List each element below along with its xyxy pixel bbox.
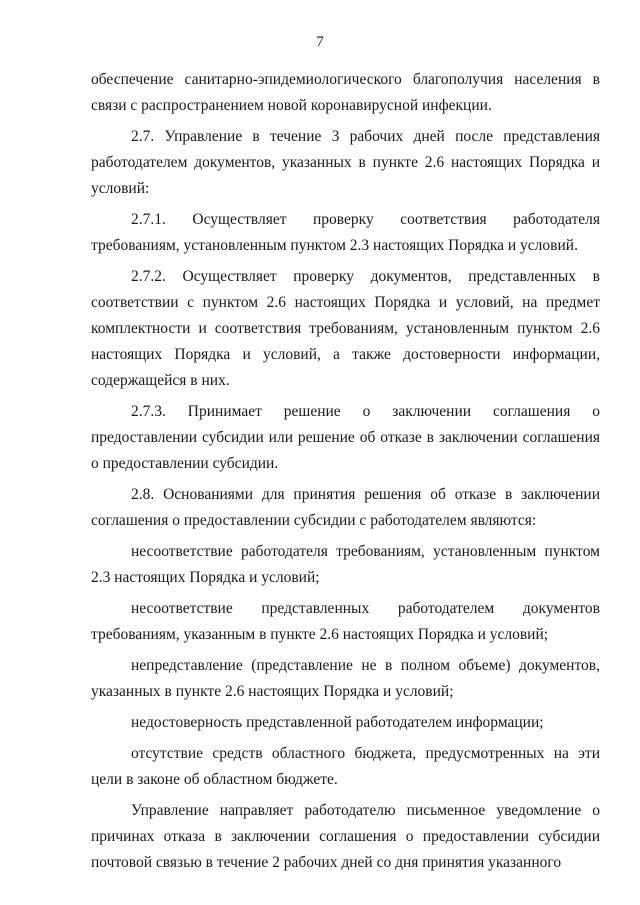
paragraph-2-7: 2.7. Управление в течение 3 рабочих дней после представления работодателем документов, указанных в пункте 2.6 настоящих Порядка и условий: bbox=[91, 128, 600, 197]
page-number: 7 bbox=[316, 34, 324, 50]
paragraph-2-8: 2.8. Основаниями для принятия решения об отказе в заключении соглашения о предоставлении субсидии с работодателем являются: bbox=[91, 486, 600, 529]
refusal-ground-1: несоответствие работодателя требованиям, установленным пунктом 2.3 настоящих Порядка и условий; bbox=[91, 543, 600, 586]
paragraph-2-7-1: 2.7.1. Осуществляет проверку соответствия работодателя требованиям, установленным пунктом 2.3 настоящих Порядка и условий. bbox=[91, 211, 600, 254]
refusal-ground-3: непредставление (представление не в полном объеме) документов, указанных в пункте 2.6 настоящих Порядка и условий; bbox=[91, 657, 600, 700]
paragraph-continuation: обеспечение санитарно-эпидемиологического благополучия населения в связи с распространением новой коронавирусной инфекции. bbox=[91, 71, 600, 114]
paragraph-notification: Управление направляет работодателю письменное уведомление о причинах отказа в заключении соглашения о предоставлении субсидии почтовой связью в течение 2 рабочих дней со дня принятия указанного bbox=[91, 802, 600, 871]
refusal-ground-4: недостоверность представленной работодателем информации; bbox=[131, 714, 544, 731]
paragraph-2-7-3: 2.7.3. Принимает решение о заключении соглашения о предоставлении субсидии или решение об отказе в заключении соглашения о предоставлении субсидии. bbox=[91, 403, 600, 472]
document-body bbox=[91, 67, 600, 876]
paragraph-2-7-2: 2.7.2. Осуществляет проверку документов, представленных в соответствии с пунктом 2.6 настоящих Порядка и условий, на предмет комплектности и соответствия требованиям, установленным пунктом 2.6 настоящих Порядка и условий, а также достоверности информации, содержащейся в них. bbox=[91, 268, 600, 389]
refusal-ground-5: отсутствие средств областного бюджета, предусмотренных на эти цели в законе об областном бюджете. bbox=[91, 745, 600, 788]
refusal-ground-2: несоответствие представленных работодателем документов требованиям, указанным в пункте 2.6 настоящих Порядка и условий; bbox=[91, 600, 600, 643]
